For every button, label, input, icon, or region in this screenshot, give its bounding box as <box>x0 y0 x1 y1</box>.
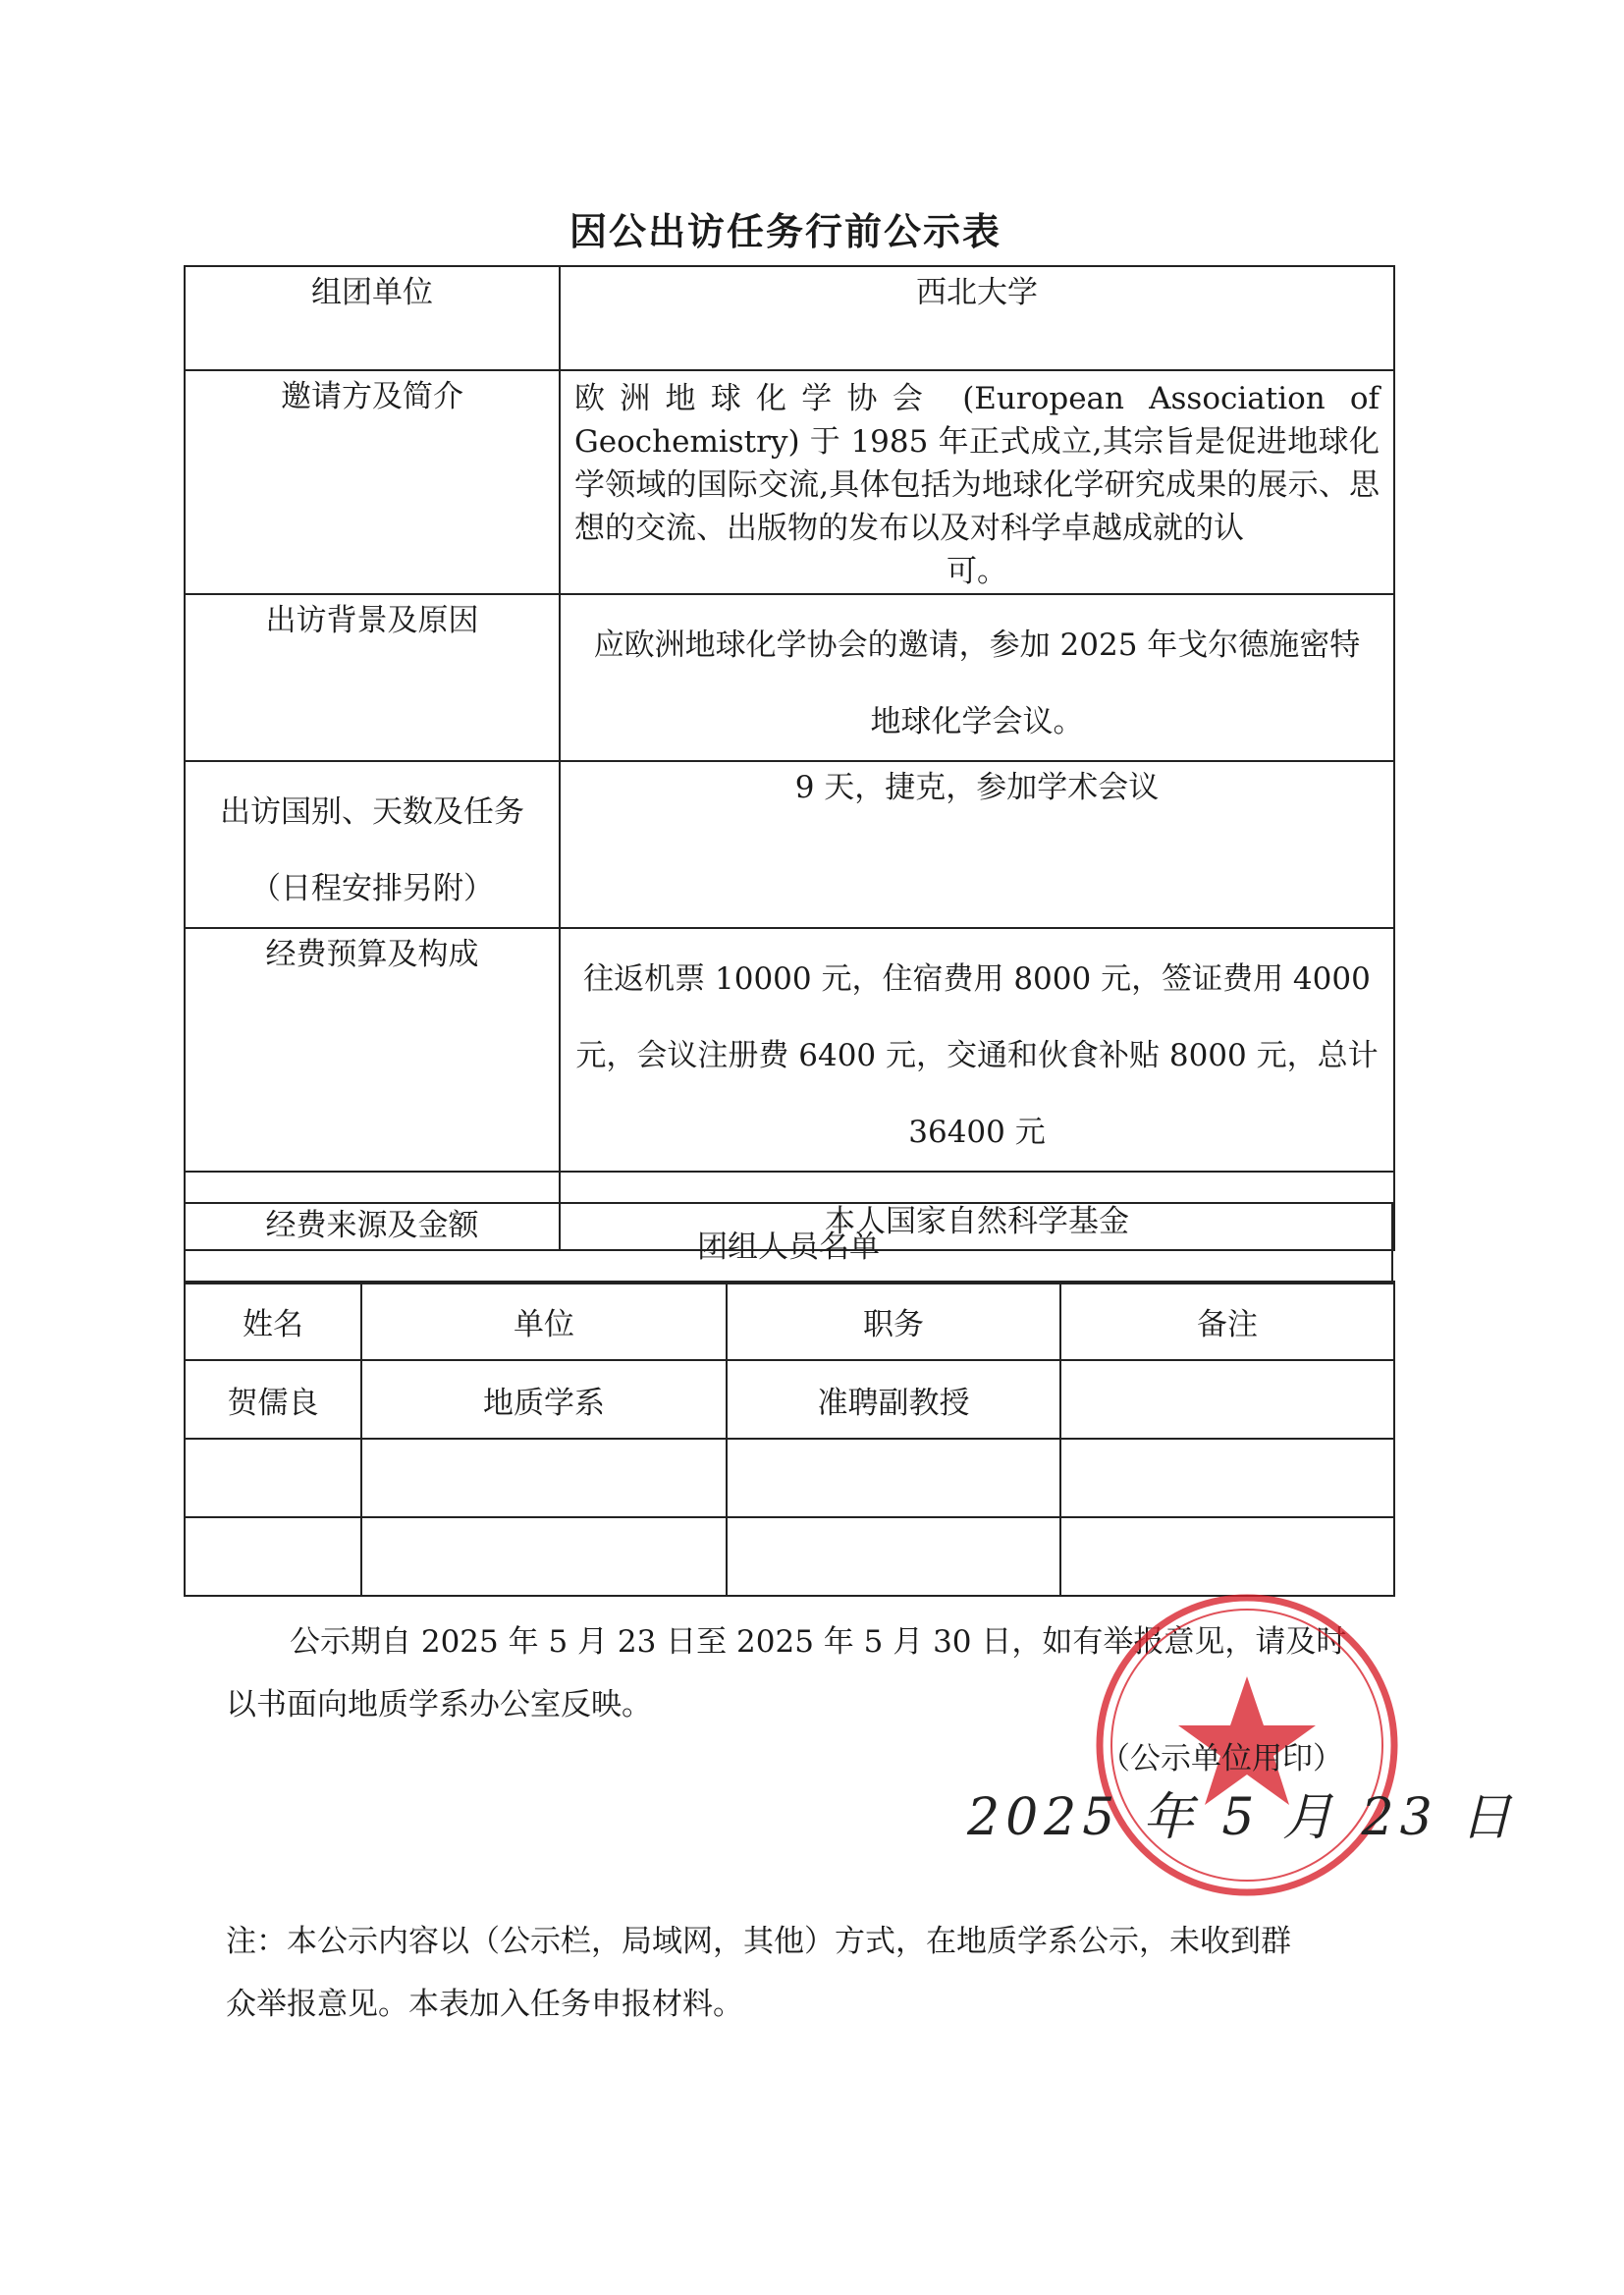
inviter-value <box>560 370 1394 594</box>
funding-label: 经费来源及金额 <box>185 1172 560 1250</box>
budget-line-3: 36400 元 <box>908 1115 1046 1150</box>
col-unit: 单位 <box>361 1282 727 1360</box>
member-unit: 地质学系 <box>361 1360 727 1439</box>
member-unit <box>361 1439 727 1517</box>
col-name: 姓名 <box>185 1282 361 1360</box>
country-value: 9 天，捷克，参加学术会议 <box>560 761 1394 928</box>
row-organization <box>185 266 1394 370</box>
member-position <box>727 1439 1060 1517</box>
members-heading-table <box>184 1202 1393 1284</box>
member-name: 贺儒良 <box>185 1360 361 1439</box>
country-label <box>185 761 560 928</box>
background-line-2: 地球化学会议。 <box>870 704 1084 739</box>
footnote <box>226 1910 1394 2036</box>
members-header-row <box>185 1282 1394 1360</box>
row-inviter <box>185 370 1394 594</box>
org-label: 组团单位 <box>185 266 560 370</box>
row-background <box>185 594 1394 761</box>
background-line-1: 应欧洲地球化学协会的邀请，参加 2025 年戈尔德施密特 <box>593 628 1361 663</box>
member-name <box>185 1517 361 1596</box>
row-budget <box>185 928 1394 1172</box>
col-remarks: 备注 <box>1060 1282 1394 1360</box>
member-remarks <box>1060 1360 1394 1439</box>
funding-value: 本人国家自然科学基金 <box>560 1172 1394 1250</box>
info-table <box>184 265 1395 1251</box>
members-heading-row <box>185 1203 1392 1284</box>
table-row <box>185 1360 1394 1439</box>
budget-label: 经费预算及构成 <box>185 928 560 1172</box>
inviter-value-tail: 可。 <box>947 554 1007 589</box>
member-position <box>727 1517 1060 1596</box>
country-label-line-1: 出访国别、天数及任务 <box>220 794 524 830</box>
table-row <box>185 1439 1394 1517</box>
footnote-line-1: 注：本公示内容以（公示栏，局域网，其他）方式，在地质学系公示，未收到群 <box>226 1924 1291 1959</box>
member-name <box>185 1439 361 1517</box>
members-heading: 团组人员名单 <box>185 1203 1392 1284</box>
budget-line-2: 元，会议注册费 6400 元，交通和伙食补贴 8000 元，总计 <box>575 1038 1379 1073</box>
notice-line-2: 以书面向地质学系办公室反映。 <box>226 1687 652 1722</box>
inviter-value-text: 欧洲地球化学协会 (European Association of Geochemistry) 于 1985 年正式成立,其宗旨是促进地球化学领域的国际交流,具体包括为地球化学研究成果的展示、思想的交流、出版物的发布以及对科学卓越成就的认 <box>574 381 1380 546</box>
budget-line-1: 往返机票 10000 元，住宿费用 8000 元，签证费用 4000 <box>583 961 1371 997</box>
budget-value <box>560 928 1394 1172</box>
inviter-label: 邀请方及简介 <box>185 370 560 594</box>
stamp-label: （公示单位用印） <box>1100 1741 1343 1776</box>
members-table <box>184 1281 1395 1597</box>
member-position: 准聘副教授 <box>727 1360 1060 1439</box>
footnote-line-2: 众举报意见。本表加入任务申报材料。 <box>226 1987 743 2022</box>
col-position: 职务 <box>727 1282 1060 1360</box>
background-label: 出访背景及原因 <box>185 594 560 761</box>
org-value: 西北大学 <box>560 266 1394 370</box>
background-value <box>560 594 1394 761</box>
member-unit <box>361 1517 727 1596</box>
country-label-line-2: （日程安排另附） <box>250 871 494 906</box>
member-remarks <box>1060 1439 1394 1517</box>
row-country <box>185 761 1394 928</box>
signature-date: 2025 年 5 月 23 日 <box>967 1788 1518 1847</box>
notice-line-1: 公示期自 2025 年 5 月 23 日至 2025 年 5 月 30 日，如有举报意见，请及时 <box>290 1624 1347 1660</box>
page-title: 因公出访任务行前公示表 <box>568 209 1001 253</box>
